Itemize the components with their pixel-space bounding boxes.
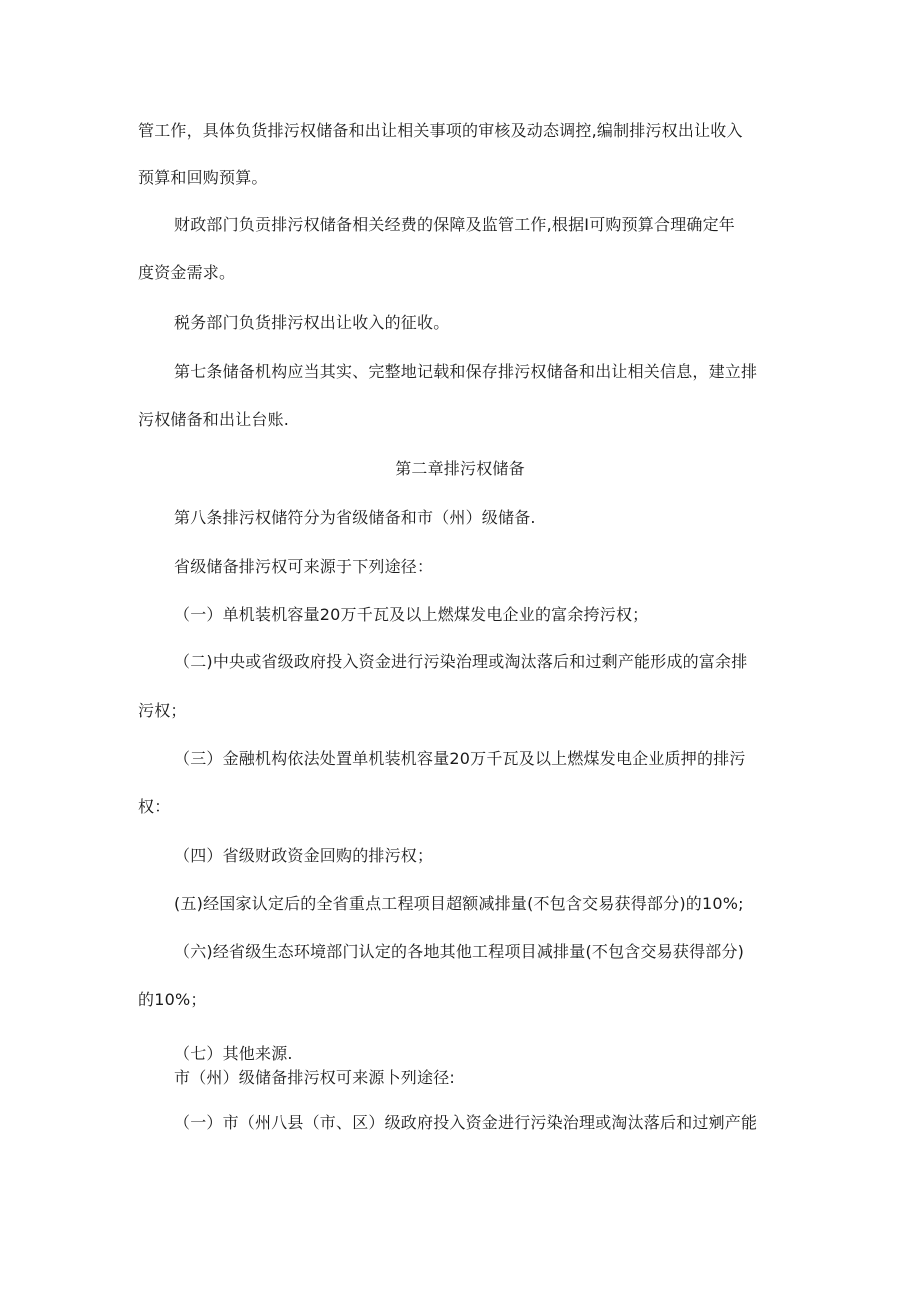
list-item-continuation: 权： (138, 797, 171, 816)
list-item: （七）其他来源. (174, 1044, 293, 1063)
paragraph-line: 税务部门负货排污权出让收入的征收。 (174, 313, 450, 332)
list-item: （一）单机装机容量20万千瓦及以上燃煤发电企业的富余挎污权； (174, 605, 649, 624)
list-item: （四）省级财政资金回购的排污权； (174, 846, 434, 865)
paragraph-line: 财政部门负贡排污权储备相关经费的保障及监管工作,根据I可购预算合理确定年 (174, 215, 736, 234)
paragraph-line: 第八条排污权储符分为省级储备和市（州）级储备. (174, 508, 536, 527)
paragraph-line: 污权储备和出让台账. (138, 410, 290, 429)
chapter-heading: 第二章排污权储备 (395, 459, 525, 478)
paragraph-line: 省级储备排污权可来源于下列途径： (174, 557, 434, 576)
paragraph-line: 度资金需求。 (138, 263, 236, 282)
list-item: (五)经国家认定后的全省重点工程项目超额减排量(不包含交易获得部分)的10%; (174, 894, 744, 913)
list-item-continuation: 的10%； (138, 990, 207, 1009)
paragraph-line: 预算和回购预算。 (138, 168, 268, 187)
list-item-continuation: 污权； (138, 701, 187, 720)
paragraph-line: 第七条储备机构应当其实、完整地记载和保存排污权储备和出让相关信息，建立排 (174, 362, 758, 381)
list-item: （三）金融机构依法处置单机装机容量20万千瓦及以上燃煤发电企业质押的排污 (174, 749, 746, 768)
list-item: （一）市（州八县（市、区）级政府投入资金进行污染治理或淘汰落后和过剜产能 (174, 1113, 758, 1132)
list-item: （二)中央或省级政府投入资金进行污染治理或淘汰落后和过剩产能形成的富余排 (174, 652, 748, 671)
paragraph-line: 管工作，具体负货排污权储备和出让相关事项的审核及动态调控,编制排污权出让收入 (138, 121, 743, 140)
list-item: （六)经省级生态环境部门认定的各地其他工程项目减排量(不包含交易获得部分) (174, 942, 745, 961)
paragraph-line: 市（州）级储备排污权可来源卜列途径: (174, 1068, 455, 1087)
